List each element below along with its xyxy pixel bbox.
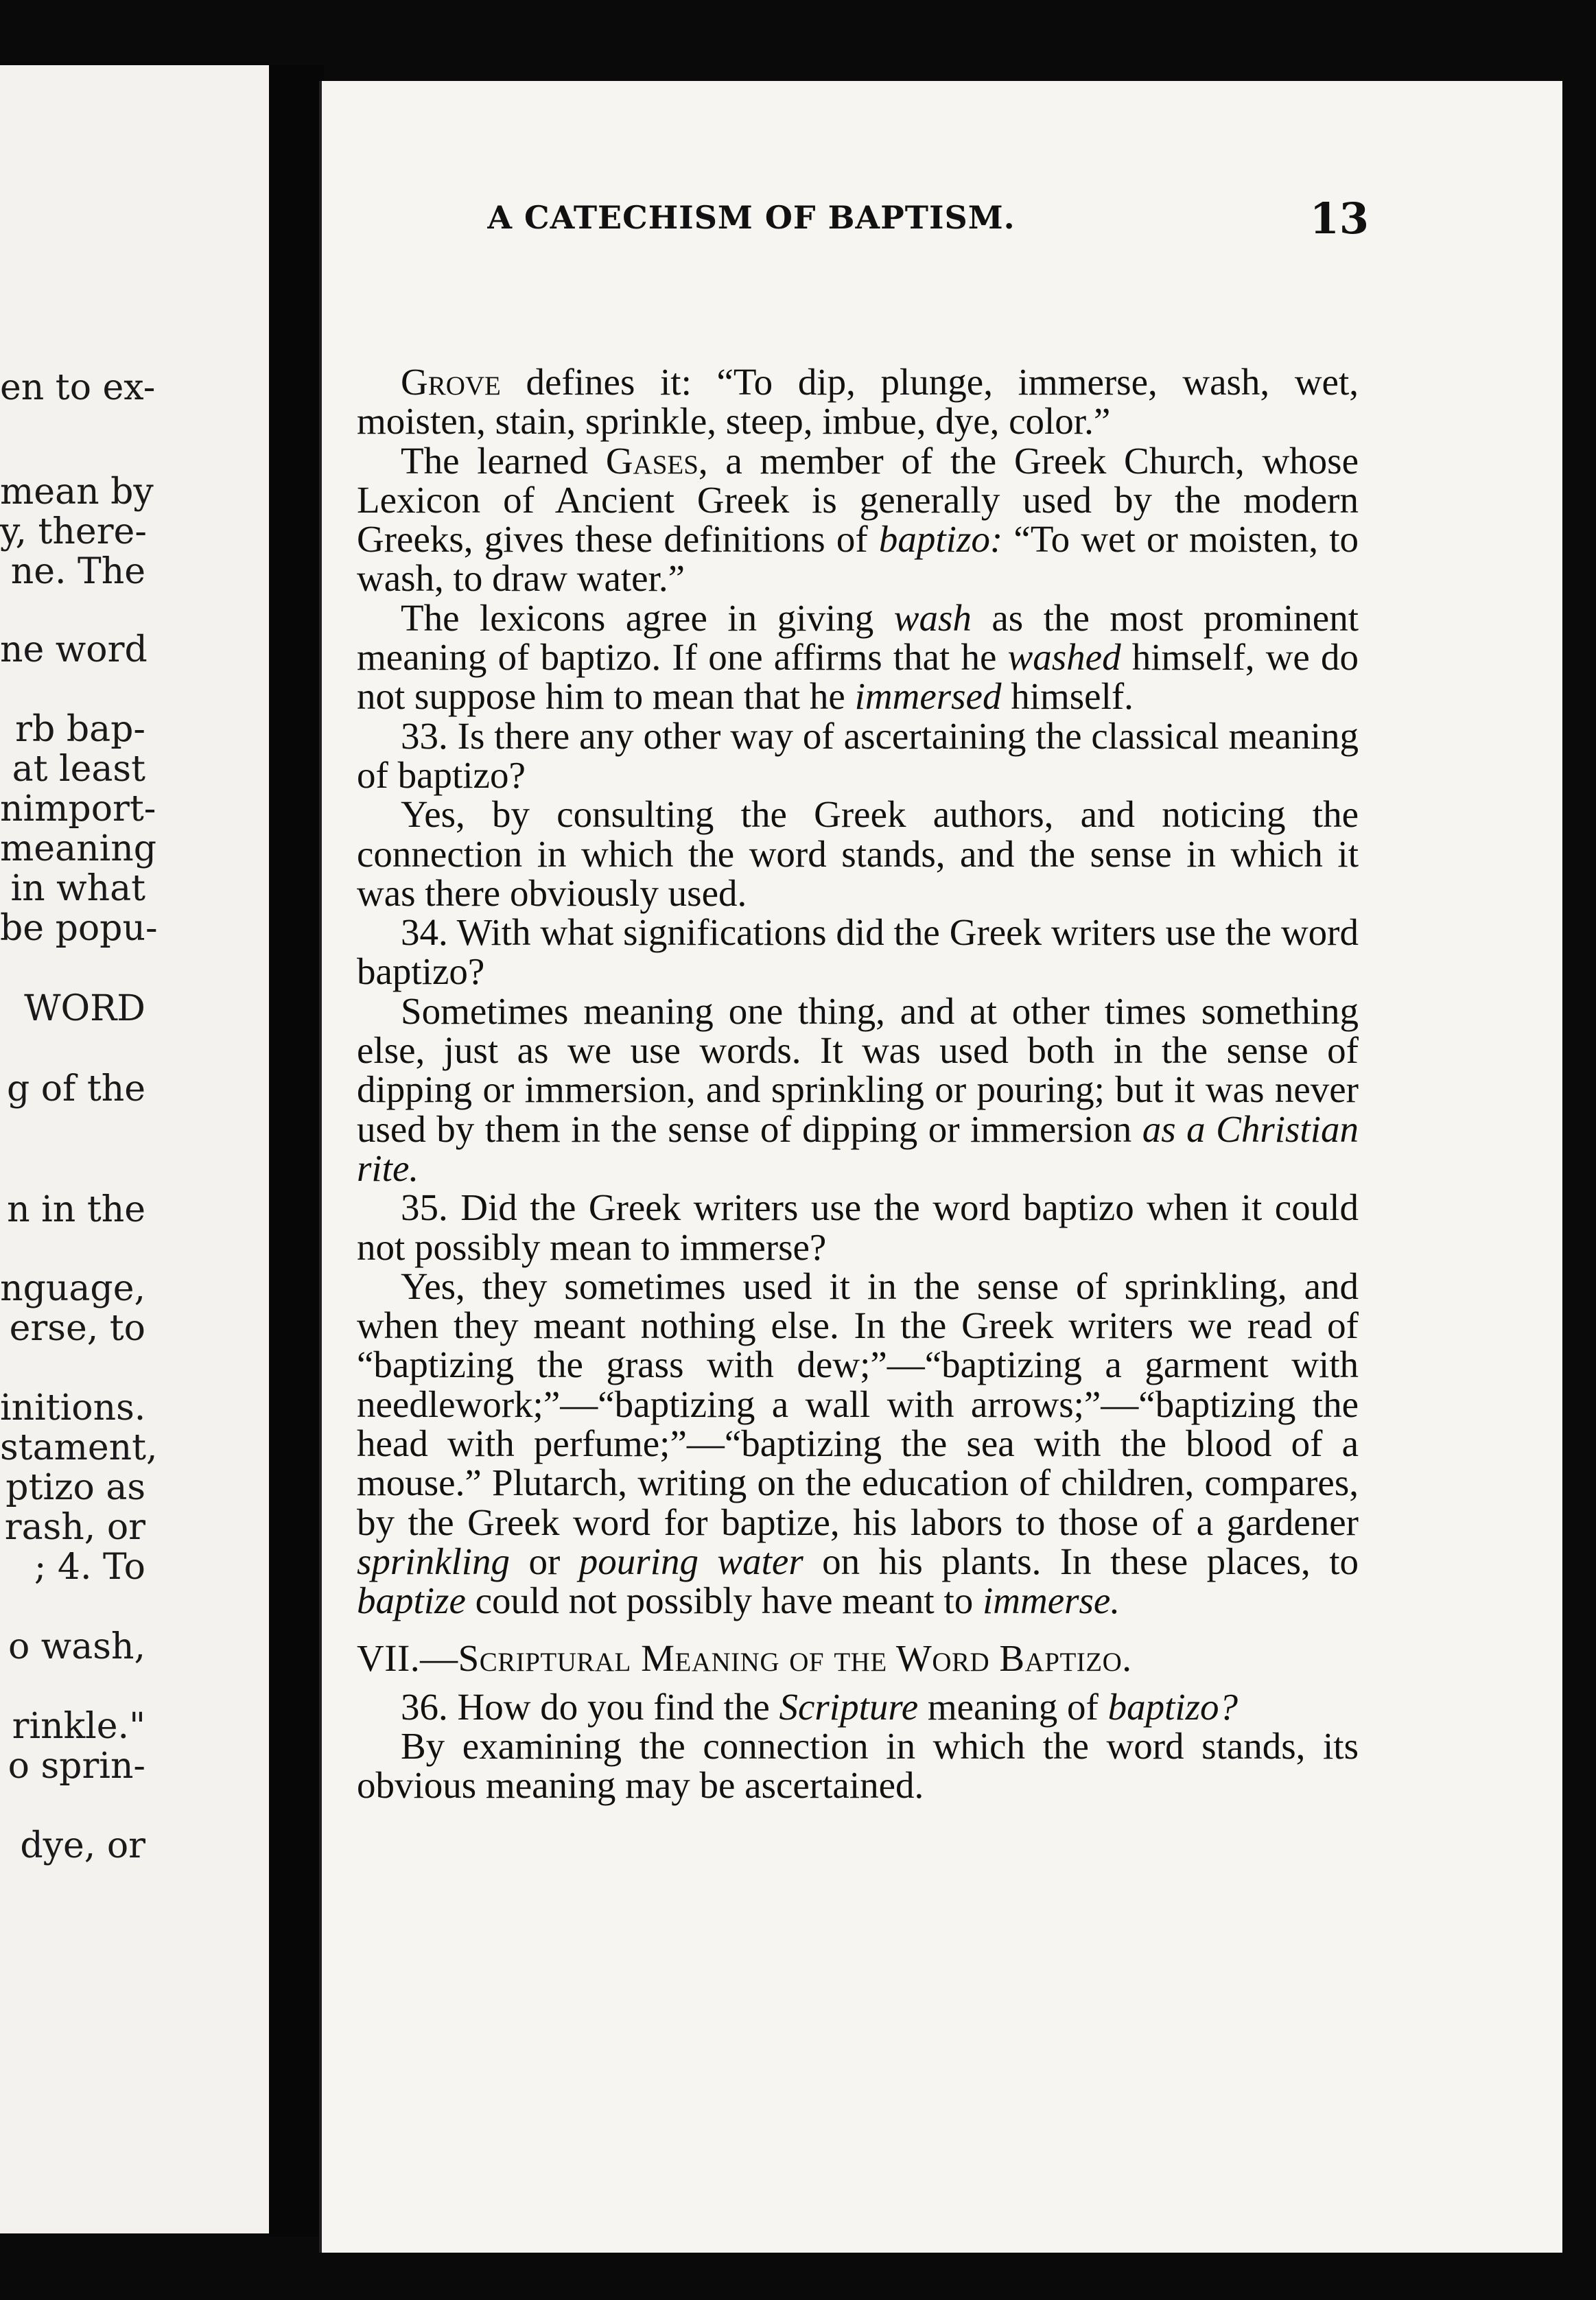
paragraph-text: “To wet or moisten, to wash, to draw water.” — [357, 518, 1359, 600]
section-heading: VII.—Scriptural Meaning of the Word Baptizo. — [357, 1636, 1132, 1679]
left-page-line: ne. The — [10, 551, 145, 592]
left-page-line: nguage, — [0, 1268, 145, 1309]
left-page-line: in what — [10, 868, 145, 909]
left-page-line: ne word — [0, 629, 148, 670]
paragraph-text: meaning of — [918, 1685, 1108, 1728]
italic-term: sprinkling — [357, 1540, 511, 1582]
question-35: 35. Did the Greek writers use the word baptizo when it could not possibly mean to immerse? — [357, 1186, 1359, 1268]
question-34: 34. With what significations did the Greek writers use the word baptizo? — [357, 911, 1359, 993]
page-number: 13 — [1309, 193, 1369, 244]
paragraph-text: or — [510, 1540, 579, 1582]
answer-36: By examining the connection in which the word stands, its obvious meaning may be ascertained. — [357, 1725, 1359, 1807]
left-page-line: meaning — [0, 828, 156, 869]
italic-term: Scripture — [779, 1685, 919, 1728]
paragraph-text: defines it: “To dip, plunge, immerse, wash, wet, moisten, stain, sprinkle, steep, imbue, dye, color.” — [357, 361, 1359, 443]
left-page-line: dye, or — [20, 1825, 145, 1866]
left-page-line: n in the — [7, 1189, 145, 1230]
left-page-line: y, there- — [0, 511, 147, 552]
answer-34 — [357, 991, 1359, 1188]
paragraph-text: as the most prominent meaning of baptizo. If one affirms that he — [357, 596, 1359, 679]
left-page-line: WORD — [24, 988, 145, 1029]
left-page-line: be popu- — [0, 908, 158, 949]
left-page-line: en to ex- — [0, 367, 156, 408]
left-page-line: o sprin- — [8, 1746, 145, 1787]
author-name: Grove — [401, 361, 501, 403]
paragraph-text: himself. — [1001, 675, 1134, 718]
running-head: A CATECHISM OF BAPTISM. — [487, 199, 1016, 236]
left-page-line: ptizo as — [5, 1467, 145, 1508]
main-text — [357, 362, 1359, 1805]
paragraph-lexicons — [357, 598, 1359, 716]
paragraph-text: himself, we do not suppose him to mean that he — [357, 636, 1359, 718]
italic-term: baptizo? — [1107, 1685, 1239, 1728]
paragraph-gases — [357, 441, 1359, 598]
question-36 — [357, 1687, 1359, 1726]
left-page-line: at least — [12, 749, 145, 790]
author-name: Gases — [605, 439, 699, 482]
paragraph-text: 36. How do you find the — [401, 1685, 779, 1728]
answer-33: Yes, by consulting the Greek authors, and noticing the connection in which the word stands, and the sense in which it was there obviously used. — [357, 793, 1359, 914]
left-page — [0, 65, 269, 2233]
left-page-line: rinkle." — [12, 1706, 145, 1747]
left-page-line: initions. — [0, 1387, 146, 1429]
left-page-line: stament, — [0, 1427, 158, 1468]
left-page-line: nimport- — [0, 788, 156, 830]
left-page-line: ; 4. To — [34, 1547, 145, 1588]
left-page-line: mean by — [0, 471, 154, 513]
page-header — [312, 193, 1369, 247]
paragraph-text: The learned — [401, 439, 606, 482]
paragraph-text: Sometimes meaning one thing, and at other times something else, just as we use words. It was used both in the sense of dipping or immersion, and sprinkling or pouring; but it was never used by them in the sense of dipping or immersion — [357, 989, 1359, 1150]
left-page-line: erse, to — [9, 1308, 145, 1349]
answer-35 — [357, 1267, 1359, 1621]
italic-term: baptize — [357, 1580, 466, 1622]
italic-term: washed — [1007, 636, 1121, 679]
left-page-line: rash, or — [4, 1507, 145, 1548]
italic-term: wash — [893, 596, 972, 639]
book-gutter — [269, 65, 324, 2237]
left-page-line: o wash, — [8, 1626, 145, 1667]
left-page-line: rb bap- — [15, 709, 145, 750]
question-33: 33. Is there any other way of ascertaining the classical meaning of baptizo? — [357, 714, 1359, 796]
left-page-line: g of the — [6, 1068, 145, 1110]
paragraph-text: , a member of the Greek Church, whose Lexicon of Ancient Greek is generally used by the modern Greeks, gives these definitions of — [357, 439, 1359, 561]
italic-term: as a Christian rite. — [357, 1107, 1359, 1189]
italic-term: baptizo: — [878, 518, 1003, 561]
paragraph-grove — [357, 362, 1359, 441]
italic-term: pouring water — [578, 1540, 803, 1582]
paragraph-text: Yes, they sometimes used it in the sense of sprinkling, and when they meant nothing else. In the Greek writers we read of “baptizing the grass with dew;”—“baptizing a garment with needlework;”—“baptizing a wall with arrows;”—“baptizing the head with perfume;”—“baptizing the sea with the blood of a mouse.” Plutarch, writing on the education of children, compares, by the Greek word for baptize, his labors to those of a gardener — [357, 1265, 1359, 1543]
italic-term: immersed — [854, 675, 1002, 718]
paragraph-text: could not possibly have meant to — [465, 1580, 983, 1622]
paragraph-text: The lexicons agree in giving — [401, 596, 894, 639]
italic-term: immerse. — [982, 1580, 1120, 1622]
paragraph-text: on his plants. In these places, to — [803, 1540, 1359, 1582]
